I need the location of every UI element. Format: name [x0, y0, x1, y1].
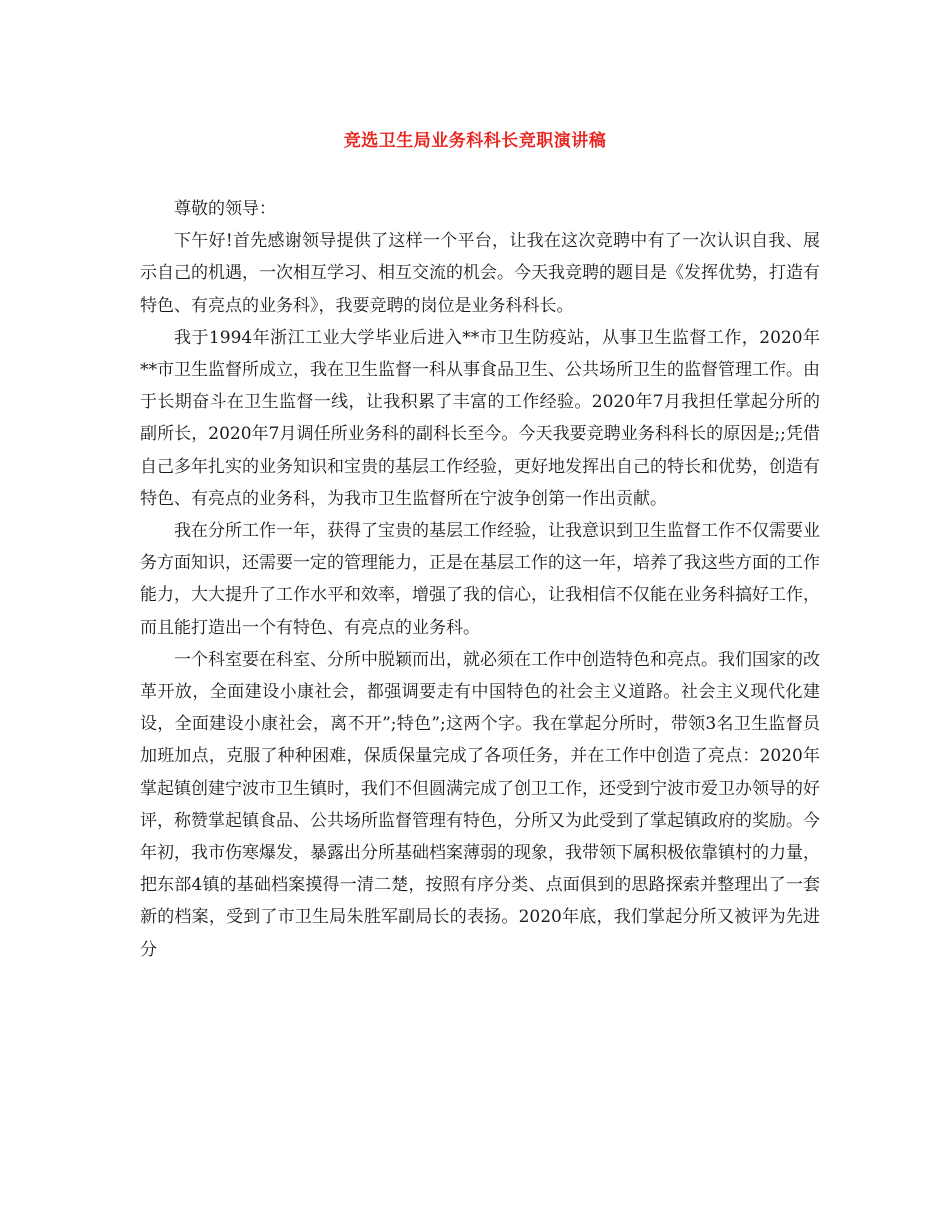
- body-paragraph: 我在分所工作一年，获得了宝贵的基层工作经验，让我意识到卫生监督工作不仅需要业务方面知识，还需要一定的管理能力，正是在基层工作的这一年，培养了我这些方面的工作能力，大大提升了工作水平和效率，增强了我的信心，让我相信不仅能在业务科搞好工作，而且能打造出一个有特色、有亮点的业务科。: [140, 521, 820, 638]
- salutation-paragraph: 尊敬的领导：: [174, 199, 276, 219]
- body-paragraph: 我于1994年浙江工业大学毕业后进入**市卫生防疫站，从事卫生监督工作，2020年**市卫生监督所成立，我在卫生监督一科从事食品卫生、公共场所卫生的监督管理工作。由于长期奋斗在卫生监督一线，让我积累了丰富的工作经验。2020年7月我担任掌起分所的副所长，2020年7月调任所业务科的副科长至今。今天我要竞聘业务科科长的原因是;;凭借自己多年扎实的业务知识和宝贵的基层工作经验，更好地发挥出自己的特长和优势，创造有特色、有亮点的业务科，为我市卫生监督所在宁波争创第一作出贡献。: [140, 327, 820, 509]
- document-body: [140, 193, 820, 966]
- body-paragraph: 下午好!首先感谢领导提供了这样一个平台，让我在这次竞聘中有了一次认识自我、展示自己的机遇，一次相互学习、相互交流的机会。今天我竞聘的题目是《发挥优势，打造有特色、有亮点的业务科》，我要竞聘的岗位是业务科科长。: [140, 231, 820, 316]
- body-paragraph: 一个科室要在科室、分所中脱颖而出，就必须在工作中创造特色和亮点。我们国家的改革开放，全面建设小康社会，都强调要走有中国特色的社会主义道路。社会主义现代化建设，全面建设小康社会，离不开”;特色”;这两个字。我在掌起分所时，带领3名卫生监督员加班加点，克服了种种困难，保质保量完成了各项任务，并在工作中创造了亮点：2020年掌起镇创建宁波市卫生镇时，我们不但圆满完成了创卫工作，还受到宁波市爱卫办领导的好评，称赞掌起镇食品、公共场所监督管理有特色，分所又为此受到了掌起镇政府的奖励。今年初，我市伤寒爆发，暴露出分所基础档案薄弱的现象，我带领下属积极依靠镇村的力量，把东部4镇的基础档案摸得一清二楚，按照有序分类、点面俱到的思路探索并整理出了一套新的档案，受到了市卫生局朱胜军副局长的表扬。2020年底，我们掌起分所又被评为先进分: [140, 649, 820, 960]
- document-title: 竞选卫生局业务科科长竞职演讲稿: [343, 131, 607, 151]
